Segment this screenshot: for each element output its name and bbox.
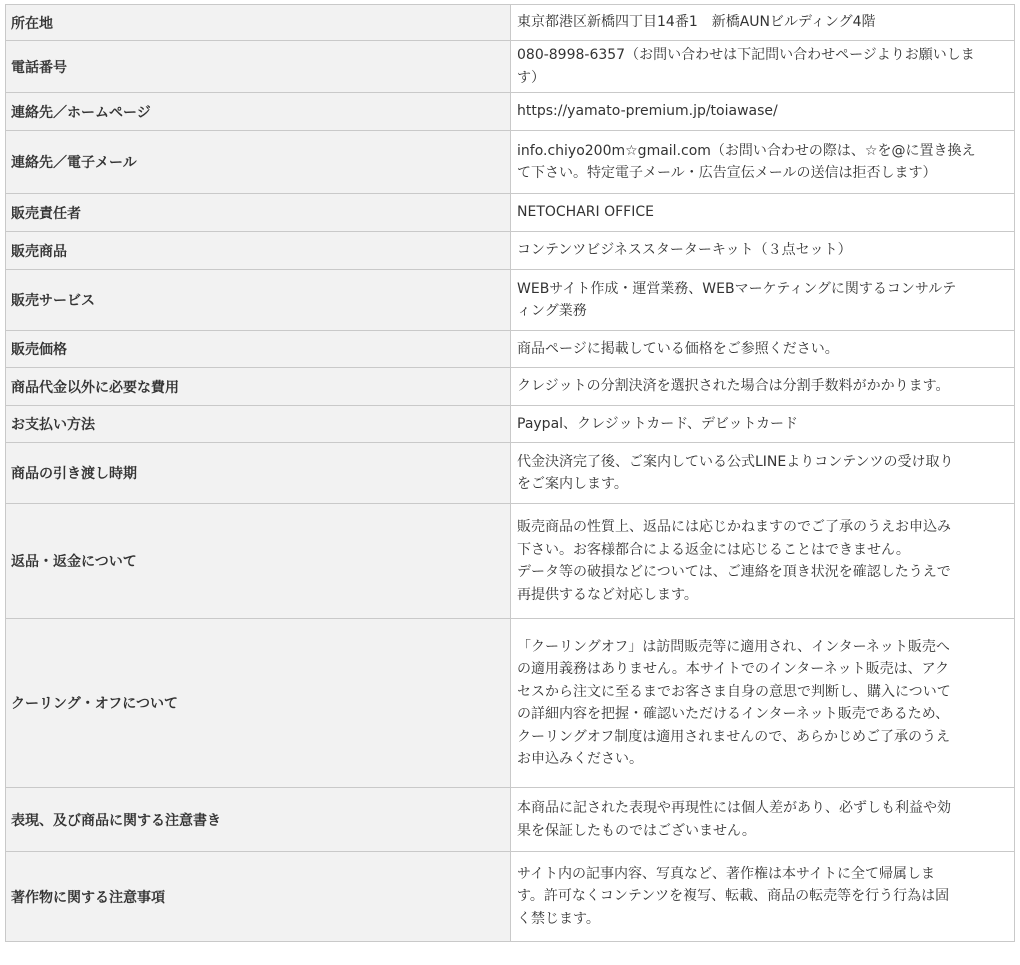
table-row-homepage	[6, 93, 1015, 131]
row-label: お支払い方法	[6, 406, 511, 443]
row-label: 連絡先／電子メール	[6, 131, 511, 194]
row-label: 著作物に関する注意事項	[6, 852, 511, 942]
row-label: 返品・返金について	[6, 504, 511, 619]
table-row-expression-notice	[6, 788, 1015, 852]
row-label: 販売価格	[6, 331, 511, 368]
table-row-returns-refunds	[6, 504, 1015, 619]
commerce-disclosure-table	[5, 4, 1015, 942]
table-row-cooling-off	[6, 619, 1015, 788]
row-label: 販売商品	[6, 232, 511, 270]
row-value: Paypal、クレジットカード、デビットカード	[511, 406, 1015, 443]
row-label: 所在地	[6, 5, 511, 41]
table-row-seller	[6, 194, 1015, 232]
table-row-payment-methods	[6, 406, 1015, 443]
row-value: info.chiyo200m☆gmail.com（お問い合わせの際は、☆を@に置き換え て下さい。特定電子メール・広告宣伝メールの送信は拒否します）	[511, 131, 1015, 194]
row-value: 本商品に記された表現や再現性には個人差があり、必ずしも利益や効 果を保証したものではございません。	[511, 788, 1015, 852]
row-value: サイト内の記事内容、写真など、著作権は本サイトに全て帰属しま す。許可なくコンテンツを複写、転載、商品の転売等を行う行為は固 く禁じます。	[511, 852, 1015, 942]
table-row-copyright-notice	[6, 852, 1015, 942]
row-label: クーリング・オフについて	[6, 619, 511, 788]
row-value: 販売商品の性質上、返品には応じかねますのでご了承のうえお申込み 下さい。お客様都合による返金には応じることはできません。 データ等の破損などについては、ご連絡を頂き状況を確認したうえで 再提供するなど対応します。	[511, 504, 1015, 619]
table-row-additional-fees	[6, 368, 1015, 406]
row-label: 電話番号	[6, 41, 511, 93]
row-label: 商品の引き渡し時期	[6, 443, 511, 504]
row-value: NETOCHARI OFFICE	[511, 194, 1015, 232]
row-value: 080-8998-6357（お問い合わせは下記問い合わせページよりお願いしま す）	[511, 41, 1015, 93]
row-label: 販売責任者	[6, 194, 511, 232]
table-row-delivery-time	[6, 443, 1015, 504]
row-value: 東京都港区新橋四丁目14番1 新橋AUNビルディング4階	[511, 5, 1015, 41]
row-value: 代金決済完了後、ご案内している公式LINEよりコンテンツの受け取り をご案内します。	[511, 443, 1015, 504]
table-row-email	[6, 131, 1015, 194]
row-label: 連絡先／ホームページ	[6, 93, 511, 131]
table-row-service	[6, 270, 1015, 331]
table-row-price	[6, 331, 1015, 368]
row-value: 商品ページに掲載している価格をご参照ください。	[511, 331, 1015, 368]
row-label: 販売サービス	[6, 270, 511, 331]
row-value: コンテンツビジネススターターキット（３点セット）	[511, 232, 1015, 270]
table-row-phone	[6, 41, 1015, 93]
row-value: https://yamato-premium.jp/toiawase/	[511, 93, 1015, 131]
table-row-product	[6, 232, 1015, 270]
row-value: WEBサイト作成・運営業務、WEBマーケティングに関するコンサルテ ィング業務	[511, 270, 1015, 331]
row-label: 商品代金以外に必要な費用	[6, 368, 511, 406]
row-value: クレジットの分割決済を選択された場合は分割手数料がかかります。	[511, 368, 1015, 406]
row-label: 表現、及び商品に関する注意書き	[6, 788, 511, 852]
commerce-disclosure-table-wrapper	[5, 4, 1014, 942]
row-value: 「クーリングオフ」は訪問販売等に適用され、インターネット販売へ の適用義務はありません。本サイトでのインターネット販売は、アク セスから注文に至るまでお客さま自身の意思で判断し、購入について の詳細内容を把握・確認いただけるインターネット販売であるため、 クーリングオフ制度は適用されませんので、あらかじめご了承のうえ お申込みください。	[511, 619, 1015, 788]
table-row-address	[6, 5, 1015, 41]
